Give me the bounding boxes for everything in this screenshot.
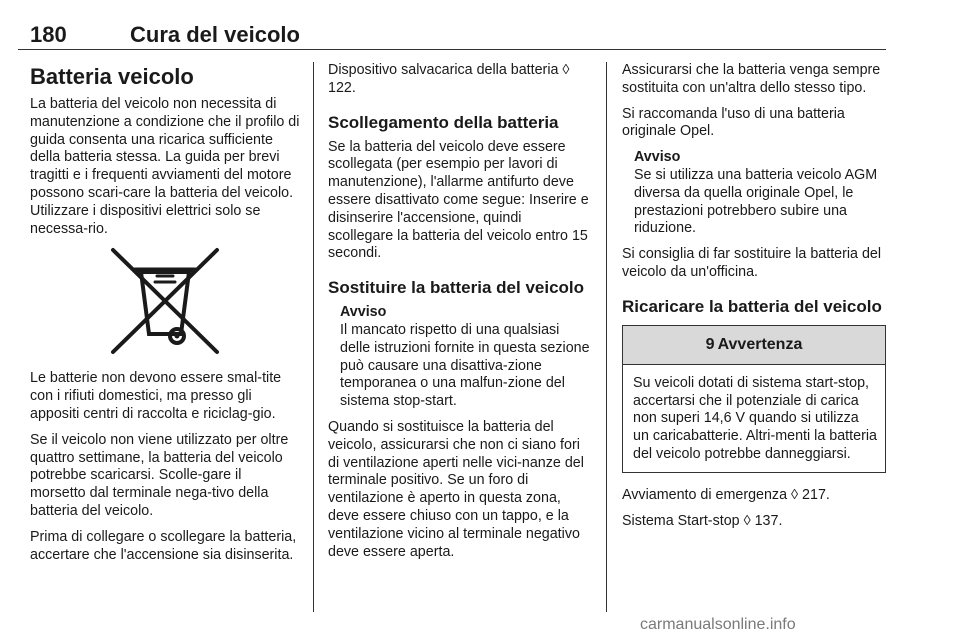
warning-triangle-icon: 9 xyxy=(705,335,715,353)
page-header xyxy=(20,22,886,50)
paragraph: La batteria del veicolo non necessita di manutenzione a condizione che il profilo di guida consenta una ricarica sufficiente della batteria stessa. La guida per brevi tragitti e i frequenti avviamenti del motore possono scari-care la batteria del veicolo. Utilizzare i dispositivi elettrici solo se necessa-rio. xyxy=(30,96,300,237)
notice-title: Avviso xyxy=(634,149,681,166)
section-heading: Sostituire la batteria del veicolo xyxy=(328,278,585,298)
paragraph: Le batterie non devono essere smal-tite con i rifiuti domestici, ma presso gli appositi centri di raccolta e riciclag-gio. xyxy=(30,370,282,422)
notice-text: Se si utilizza una batteria veicolo AGM diversa da quella originale Opel, le prestazioni potrebbero subire una riduzione. xyxy=(634,166,878,237)
column-3 xyxy=(622,62,886,538)
cross-reference: Sistema Start-stop ◊ 137. xyxy=(622,512,783,529)
section-heading: Scollegamento della batteria xyxy=(328,112,559,132)
warning-box xyxy=(622,325,886,473)
column-divider-2 xyxy=(606,62,607,612)
notice-text: Il mancato rispetto di una qualsiasi delle istruzioni fornite in questa sezione può causare una disattiva-zione temporanea o una malfun-zione del sistema stop-start. xyxy=(340,321,590,410)
paragraph: Assicurarsi che la batteria venga sempre sostituita con un'altra dello stesso tipo. xyxy=(622,62,881,96)
warning-header xyxy=(623,326,885,365)
warning-body xyxy=(623,365,885,472)
section-heading: Ricaricare la batteria del veicolo xyxy=(622,296,882,316)
paragraph: Si consiglia di far sostituire la batteria del veicolo da un'officina. xyxy=(622,246,882,280)
paragraph: Quando si sostituisce la batteria del veicolo, assicurarsi che non ci siano fori di ventilazione aperti nelle vici-nanze del terminale positivo. Se un foro di ventilazione è aperto in questa zona, deve essere chiuso con un tappo, e la ventilazione vicino al terminale negativo deve essere aperta. xyxy=(328,418,584,560)
cross-reference: Avviamento di emergenza ◊ 217. xyxy=(622,486,830,503)
page-number: 180 xyxy=(30,22,67,47)
notice-title: Avviso xyxy=(340,304,387,321)
column-2 xyxy=(328,62,590,569)
section-title: Batteria veicolo xyxy=(30,64,194,89)
header-divider xyxy=(18,49,886,50)
watermark: carmanualsonline.info xyxy=(640,616,796,633)
warning-text: Su veicoli dotati di sistema start-stop, accertarsi che il potenziale di carica non superi 14,6 V quando si utilizza un caricabatterie. Altri-menti la batteria del veicolo potrebbe danneggiarsi. xyxy=(633,374,877,462)
notice-block xyxy=(340,304,590,411)
column-divider-1 xyxy=(313,62,314,612)
paragraph: Si raccomanda l'uso di una batteria originale Opel. xyxy=(622,105,845,140)
paragraph: Prima di collegare o scollegare la batteria, accertare che l'accensione sia disinserita. xyxy=(30,528,297,563)
paragraph: Dispositivo salvacarica della batteria ◊ 122. xyxy=(328,62,570,96)
chapter-title: Cura del veicolo xyxy=(130,22,300,47)
crossed-out-wheelie-bin-icon xyxy=(105,246,225,356)
column-1 xyxy=(30,62,300,572)
paragraph: Se la batteria del veicolo deve essere scollegata (per esempio per lavori di manutenzione), l'allarme antifurto deve essere disattivato come segue: Inserire e disinserire l'accensione, quindi scollegare la batteria del veicolo entro 15 secondi. xyxy=(328,138,589,262)
warning-title: Avvertenza xyxy=(717,335,803,353)
notice-block xyxy=(634,149,886,238)
paragraph: Se il veicolo non viene utilizzato per oltre quattro settimane, la batteria del veicolo potrebbe scaricarsi. Scolle-gare il morsetto dal terminale nega-tivo della batteria del veicolo. xyxy=(30,431,289,519)
